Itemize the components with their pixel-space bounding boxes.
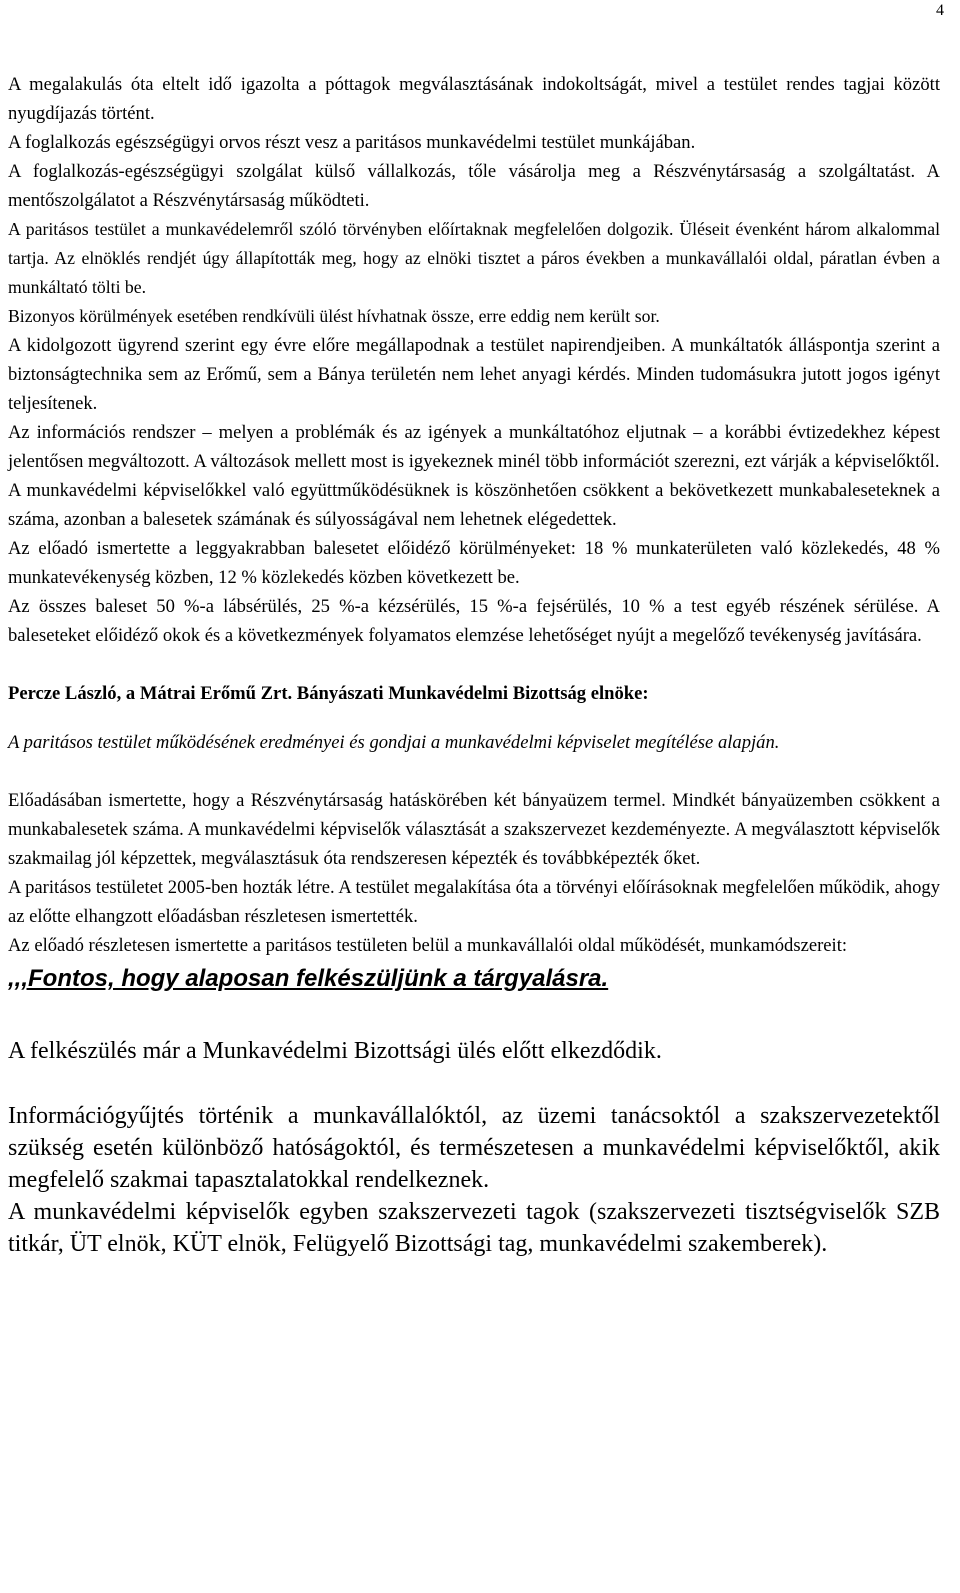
paragraph-information-gathering: Információgyűjtés történik a munkavállalóktól, az üzemi tanácsoktól a szakszervezetektől szükség esetén különböző hatóságoktól, és természetesen a munkavédelmi képviselőktől, akik megfelelő szakmai tapasztalatokkal rendelkeznek. [8,1103,940,1193]
page-number: 4 [936,2,944,19]
paragraph-injury-breakdown: Az összes baleset 50 %-a lábsérülés, 25 %-a kézsérülés, 15 %-a fejsérülés, 10 % a test egyéb részének sérülése. A baleseteket előidéző okok és a következmények folyamatos elemzése lehetőséget nyújt a megelőző tevékenység javítására. [8,596,940,646]
paragraph-extraordinary-meeting: Bizonyos körülmények esetében rendkívüli ülést hívhatnak össze, erre eddig nem került sor. [8,306,660,326]
paragraph-health-service: A foglalkozás-egészségügyi szolgálat külső vállalkozás, tőle vásárolja meg a Részvénytársaság a szolgáltatást. A mentőszolgálatot a Részvénytársaság működteti. [8,161,940,211]
emphasis-heading: ,,,Fontos, hogy alaposan felkészüljünk a tárgyalásra. [8,965,609,992]
paragraph-preparation: A felkészülés már a Munkavédelmi Bizottsági ülés előtt elkezdődik. [8,1038,662,1064]
section-heading: Percze László, a Mátrai Erőmű Zrt. Bányászati Munkavédelmi Bizottság elnöke: [8,683,649,704]
section-subtitle: A paritásos testület működésének eredményei és gondjai a munkavédelmi képviselet megítélése alapján. [8,732,780,753]
paragraph-cooperation: A munkavédelmi képviselőkkel való együttműködésüknek is köszönhetően csökkent a bekövetkezett munkabaleseteknek a száma, azonban a balesetek számának és súlyosságával nem lehetnek elégedettek. [8,480,940,530]
paragraph-union-members: A munkavédelmi képviselők egyben szakszervezeti tagok (szakszervezeti tisztségviselők SZB titkár, ÜT elnök, KÜT elnök, Felügyelő Bizottsági tag, munkavédelmi szakemberek). [8,1199,940,1257]
paragraph-alternate-members: A megalakulás óta eltelt idő igazolta a póttagok megválasztásának indokoltságát, mivel a testület rendes tagjai között nyugdíjazás történt. [8,74,940,124]
paragraph-committee-operation: A paritásos testület a munkavédelemről szóló törvényben előírtaknak megfelelően dolgozik. Üléseit évenként három alkalommal tartja. Az elnöklés rendjét úgy állapították meg, hogy az elnöki tisztet a páros években a munkavállalói oldal, páratlan évben a munkáltató tölti be. [8,219,940,297]
paragraph-working-methods: Az előadó részletesen ismertette a paritásos testületen belül a munkavállalói oldal működését, munkamódszereit: [8,935,848,956]
paragraph-occupational-doctor: A foglalkozás egészségügyi orvos részt vesz a paritásos munkavédelmi testület munkájában. [8,132,696,153]
paragraph-accident-causes: Az előadó ismertette a leggyakrabban balesetet előidéző körülményeket: 18 % munkaterületen való közlekedés, 48 % munkatevékenység közben, 12 % közlekedés közben következett be. [8,538,940,588]
paragraph-established-2005: A paritásos testületet 2005-ben hozták létre. A testület megalakítása óta a törvényi előírásoknak megfelelően működik, ahogy az előtte elhangzott előadásban részletesen ismertették. [8,877,940,927]
paragraph-rules-of-procedure: A kidolgozott ügyrend szerint egy évre előre megállapodnak a testület napirendjeiben. A munkáltatók álláspontja szerint a biztonságtechnika sem az Erőmű, sem a Bánya területén nem lehet anyagi kérdés. Minden tudomásukra jutott jogos igényt teljesítenek. [8,335,940,414]
paragraph-information-system: Az információs rendszer – melyen a problémák és az igények a munkáltatóhoz eljutnak – a korábbi évtizedekhez képest jelentősen megváltozott. A változások mellett most is igyekeznek minél több információt szerezni, ezt várják a képviselőktől. [8,422,940,472]
document-body [8,70,940,1260]
paragraph-presentation: Előadásában ismertette, hogy a Részvénytársaság hatáskörében két bányaüzem termel. Mindkét bányaüzemben csökkent a munkabalesetek száma. A munkavédelmi képviselők választását a szakszervezet kezdeményezte. A megválasztott képviselők szakmailag jól képzettek, megválasztásuk óta rendszeresen képezték és továbbképezték őket. [8,790,940,869]
